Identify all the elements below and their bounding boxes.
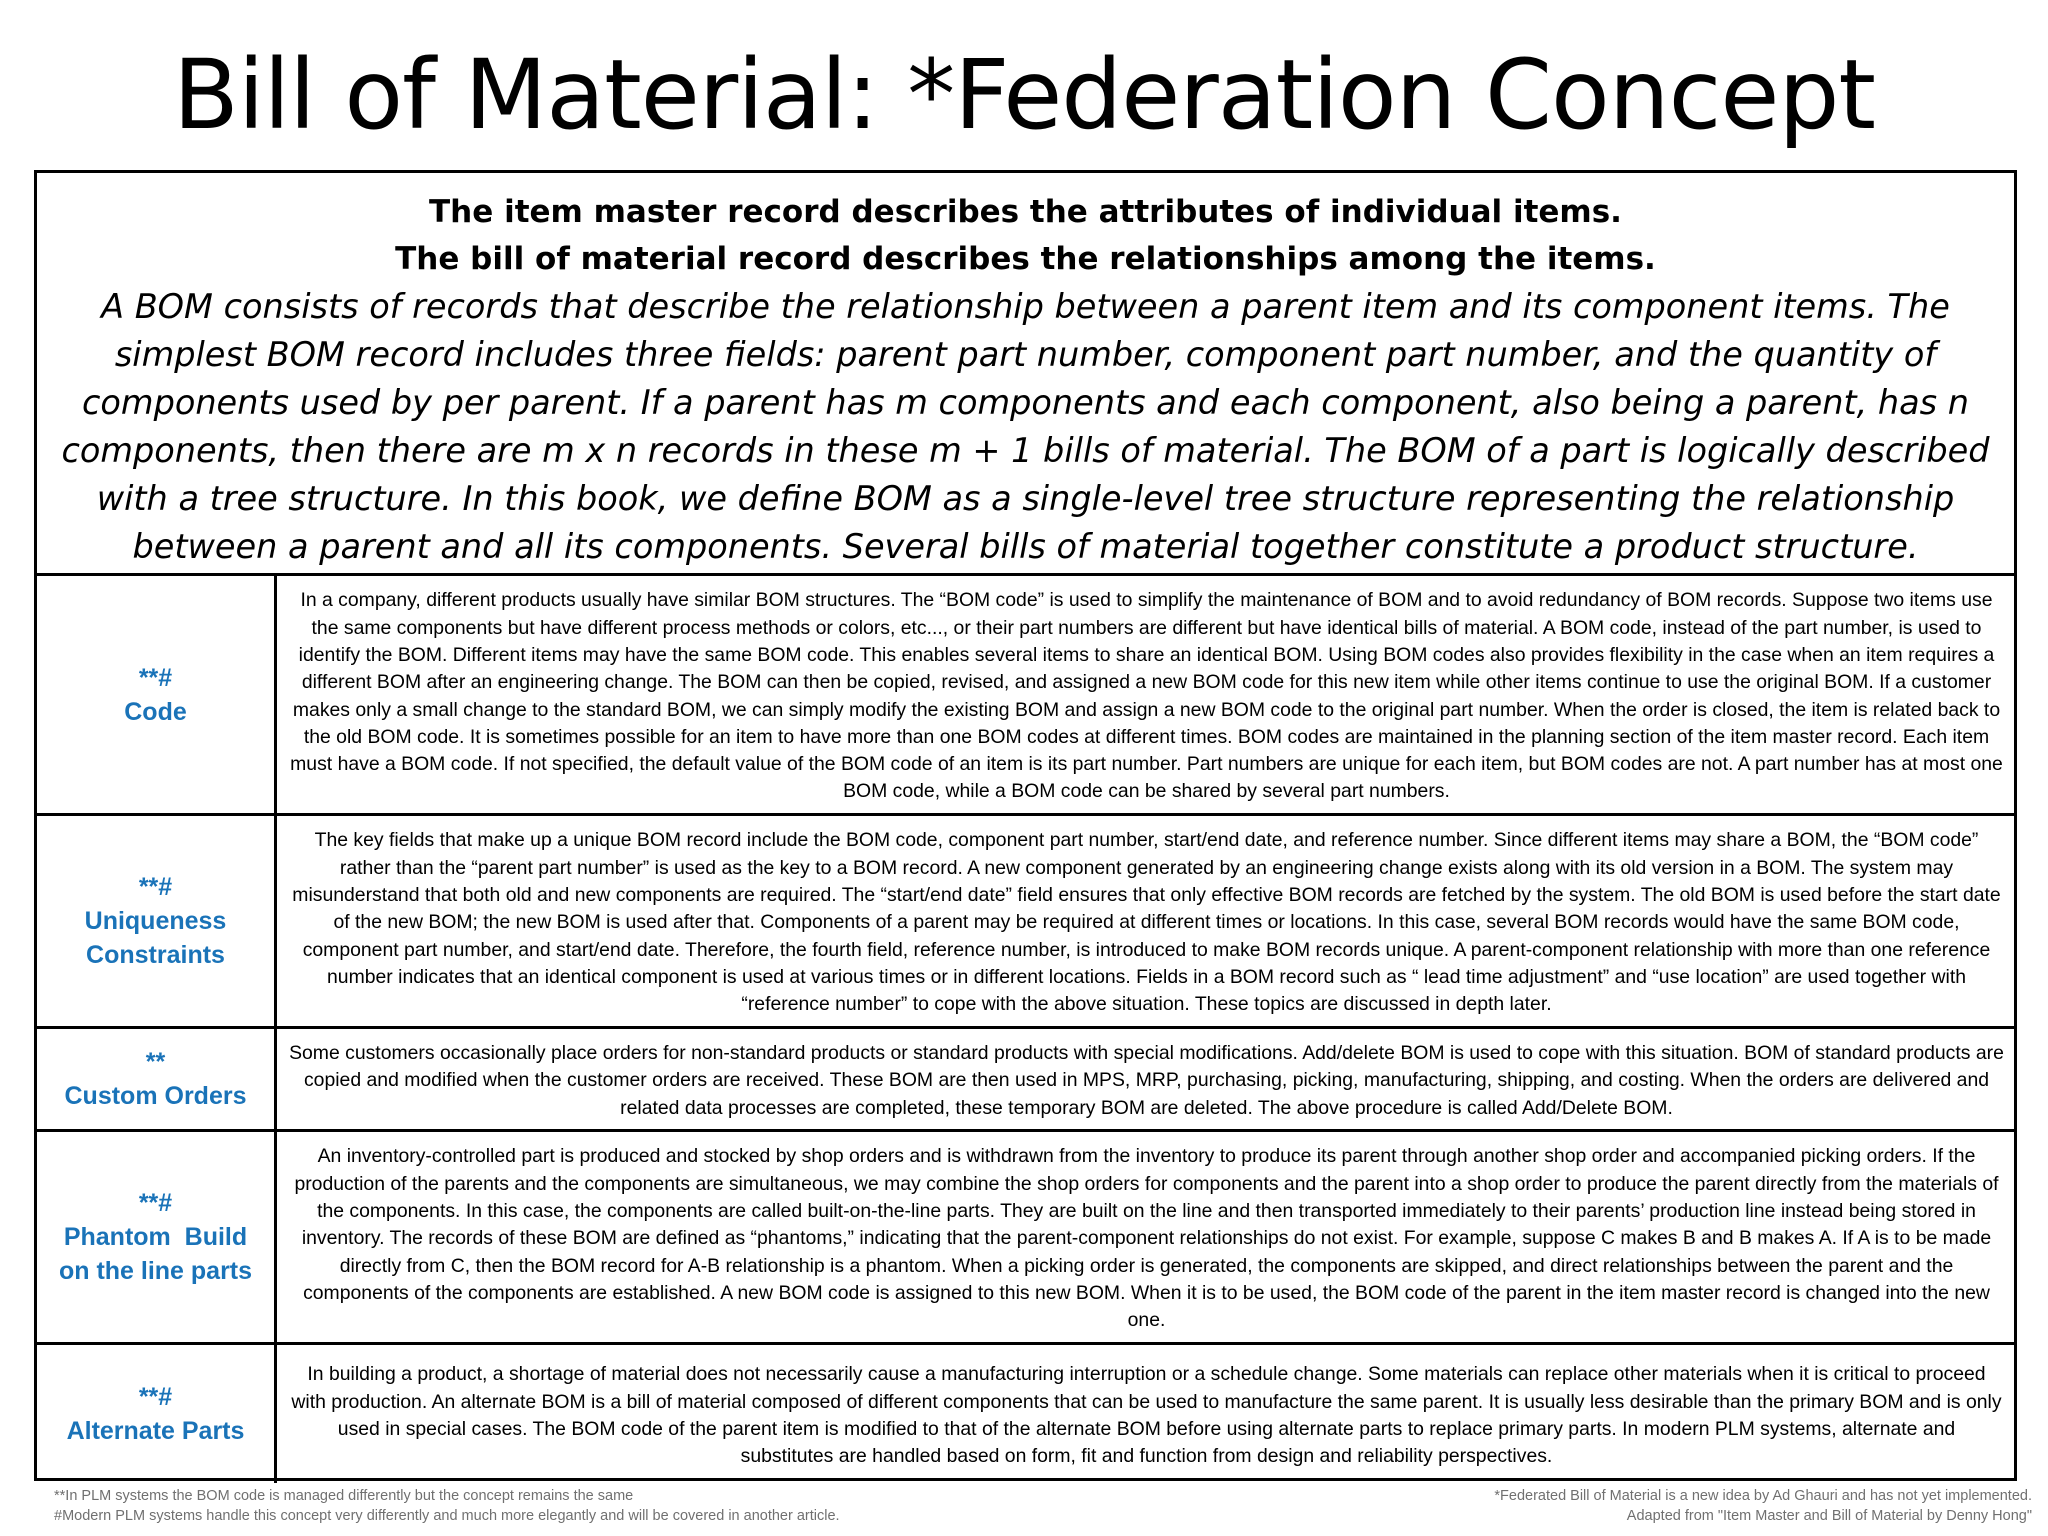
row-marker: **# [138, 1189, 173, 1217]
row-text: In a company, different products usually have similar BOM structures. The “BOM code” is used to simplify the maintenance of BOM and to avoid redundancy of BOM records. Suppose two items use the same components but have different process methods or colors, etc..., or their part numbers are different but have identical bills of material. A BOM code, instead of the part number, is used to identify the BOM. Different items may have the same BOM code. This enables several items to share an identical BOM. Using BOM codes also provides flexibility in the case when an item requires a different BOM after an engineering change. The BOM can then be copied, revised, and assigned a new BOM code for this new item while other items continue to use the original BOM. If a customer makes only a small change to the standard BOM, we can simply modify the existing BOM and assign a new BOM code to the original part number. When the order is closed, the item is related back to the old BOM code. It is sometimes possible for an item to have more than one BOM codes at different times. BOM codes are maintained in the planning section of the item master record. Each item must have a BOM code. If not specified, the default value of the BOM code of an item is its part number. Part numbers are unique for each item, but BOM codes are not. A part number has at most one BOM code, while a BOM code can be shared by several part numbers. [290, 589, 2003, 803]
row-marker: **# [138, 1383, 173, 1411]
row-text: An inventory-controlled part is produced and stocked by shop orders and is withdrawn from the inventory to produce its parent through another shop order and accompanied picking orders. If the production of the parents and the components are simultaneous, we may combine the shop orders for components and the parent into a shop order to produce the parent directly from the materials of the components. In this case, the components are called built-on-the-line parts. They are built on the line and then transported immediately to their parents’ production line instead being stored in inventory. The records of these BOM are defined as “phantoms,” indicating that the parent-component relationships do not exist. For example, suppose C makes B and B makes A. If A is to be made directly from C, then the BOM record for A-B relationship is a phantom. When a picking order is generated, the components are skipped, and direct relationships between the parent and the components of the components are established. A new BOM code is assigned to this new BOM. When it is to be used, the BOM code of the parent in the item master record is changed into the new one. [294, 1145, 1999, 1332]
rows [37, 576, 2014, 1483]
footer-notes-left [54, 1486, 840, 1526]
row-label [37, 1345, 277, 1483]
row-phantom-build [37, 1132, 2014, 1345]
row-description [277, 1029, 2014, 1129]
row-uniqueness-constraints [37, 816, 2014, 1029]
row-marker: ** [145, 1048, 166, 1076]
row-label-line: Phantom Build [63, 1223, 248, 1251]
footer-note: **In PLM systems the BOM code is managed differently but the concept remains the same [54, 1488, 634, 1504]
row-label [37, 816, 277, 1026]
row-description [277, 816, 2014, 1026]
footer-notes-right [1494, 1486, 2032, 1526]
intro-bold-line-1: The item master record describes the attributes of individual items. [429, 194, 1622, 230]
footer-note: #Modern PLM systems handle this concept very differently and much more elegantly and will be covered in another article. [54, 1508, 840, 1524]
bom-table [34, 170, 2017, 1481]
intro-section [37, 173, 2014, 576]
row-code [37, 576, 2014, 816]
row-label [37, 576, 277, 813]
row-label [37, 1029, 277, 1129]
row-custom-orders [37, 1029, 2014, 1132]
row-description [277, 576, 2014, 813]
row-alternate-parts [37, 1345, 2014, 1483]
intro-bold-line-2: The bill of material record describes the relationships among the items. [395, 241, 1656, 277]
row-label [37, 1132, 277, 1342]
row-label-line: on the line parts [58, 1257, 253, 1285]
page-title: Bill of Material: *Federation Concept [172, 39, 1876, 151]
row-label-line: Code [124, 697, 187, 726]
row-marker: **# [138, 663, 173, 692]
footer-note: Adapted from "Item Master and Bill of Material by Denny Hong" [1626, 1508, 2032, 1524]
row-description [277, 1132, 2014, 1342]
row-text: Some customers occasionally place orders for non-standard products or standard products with special modifications. Add/delete BOM is used to cope with this situation. BOM of standard products are copied and modified when the customer orders are received. These BOM are then used in MPS, MRP, purchasing, picking, manufacturing, shipping, and costing. When the orders are delivered and related data processes are completed, these temporary BOM are deleted. The above procedure is called Add/Delete BOM. [289, 1042, 2004, 1119]
row-label-line: Constraints [86, 941, 225, 969]
row-description [277, 1345, 2014, 1483]
row-label-line: Custom Orders [64, 1082, 247, 1110]
row-label-line: Alternate Parts [66, 1417, 245, 1445]
intro-body: A BOM consists of records that describe the relationship between a parent item and its component items. The simplest BOM record includes three fields: parent part number, component part number, and the quantity of components used by per parent. If a parent has m components and each component, also being a parent, has n components, then there are m x n records in these m + 1 bills of material. The BOM of a part is logically described with a tree structure. In this book, we define BOM as a single-level tree structure representing the relationship between a parent and all its components. Several bills of material together constitute a product structure. [61, 287, 1990, 566]
footer-note: *Federated Bill of Material is a new idea by Ad Ghauri and has not yet implemented. [1494, 1488, 2032, 1504]
row-text: The key fields that make up a unique BOM record include the BOM code, component part number, start/end date, and reference number. Since different items may share a BOM, the “BOM code” rather than the “parent part number” is used as the key to a BOM record. A new component generated by an engineering change exists along with its old version in a BOM. The system may misunderstand that both old and new components are required. The “start/end date” field ensures that only effective BOM records are fetched by the system. The old BOM is used before the start date of the new BOM; the new BOM is used after that. Components of a parent may be required at different times or locations. In this case, several BOM records would have the same BOM code, component part number, and start/end date. Therefore, the fourth field, reference number, is introduced to make BOM records unique. A parent-component relationship with more than one reference number indicates that an identical component is used at various times or in different locations. Fields in a BOM record such as “ lead time adjustment” and “use location” are used together with “reference number” to cope with the above situation. These topics are discussed in depth later. [292, 829, 2001, 1016]
row-label-line: Uniqueness [84, 907, 227, 935]
row-text: In building a product, a shortage of material does not necessarily cause a manufacturing interruption or a schedule change. Some materials can replace other materials when it is critical to proceed with production. An alternate BOM is a bill of material composed of different components that can be used to manufacture the same parent. It is usually less desirable than the primary BOM and is only used in special cases. The BOM code of the parent item is modified to that of the alternate BOM before using alternate parts to replace primary parts. In modern PLM systems, alternate and substitutes are handled based on form, fit and function from design and reliability perspectives. [291, 1363, 2002, 1468]
row-marker: **# [138, 873, 173, 901]
